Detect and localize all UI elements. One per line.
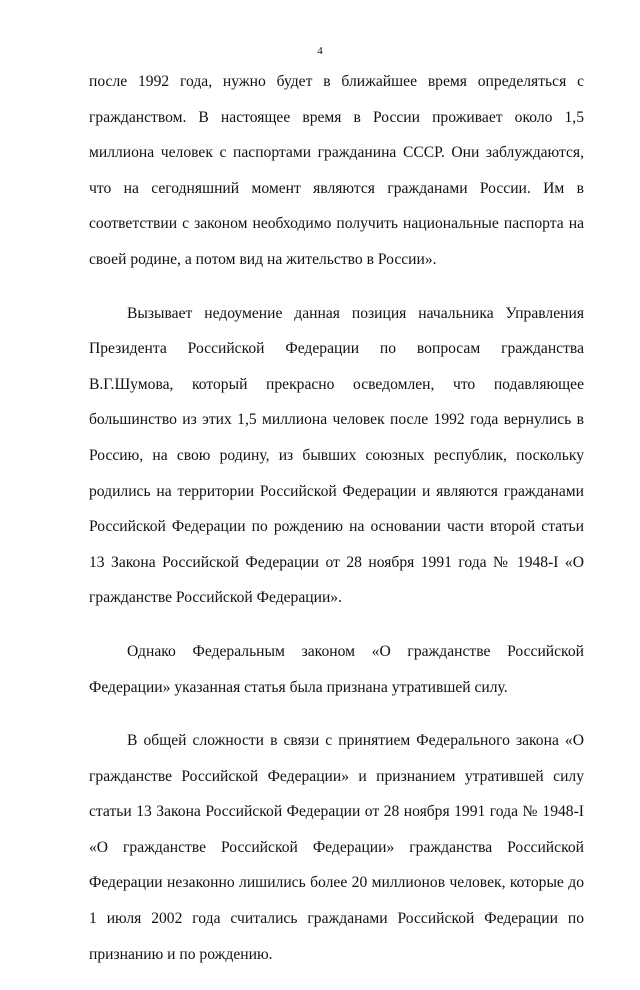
page-number: 4: [317, 45, 323, 57]
paragraph-article-repealed: Однако Федеральным законом «О гражданстве Российской Федерации» указанная статья была признана утратившей силу.: [89, 642, 584, 696]
document-body: [89, 64, 584, 990]
paragraph-continuation: после 1992 года, нужно будет в ближайшее время определяться с гражданством. В настоящее время в России проживает около 1,5 миллиона человек с паспортами гражданина СССР. Они заблуждаются, что на сегодняшний момент являются гражданами России. Им в соответствии с законом необходимо получить национальные паспорта на своей родине, а потом вид на жительство в России».: [89, 73, 584, 268]
paragraph-citizenship-loss: В общей сложности в связи с принятием Федерального закона «О гражданстве Российской Федерации» и признанием утратившей силу статьи 13 Закона Российской Федерации от 28 ноября 1991 года № 1948-I «О гражданстве Российской Федерации» гражданства Российской Федерации незаконно лишились более 20 миллионов человек, которые до 1 июля 2002 года считались гражданами Российской Федерации по признанию и по рождению.: [89, 732, 584, 963]
paragraph-shumov-position: Вызывает недоумение данная позиция начальника Управления Президента Российской Федерации по вопросам гражданства В.Г.Шумова, который прекрасно осведомлен, что подавляющее большинство из этих 1,5 миллиона человек после 1992 года вернулись в Россию, на свою родину, из бывших союзных республик, поскольку родились на территории Российской Федерации и являются гражданами Российской Федерации по рождению на основании части второй статьи 13 Закона Российской Федерации от 28 ноября 1991 года № 1948-I «О гражданстве Российской Федерации».: [89, 304, 584, 607]
